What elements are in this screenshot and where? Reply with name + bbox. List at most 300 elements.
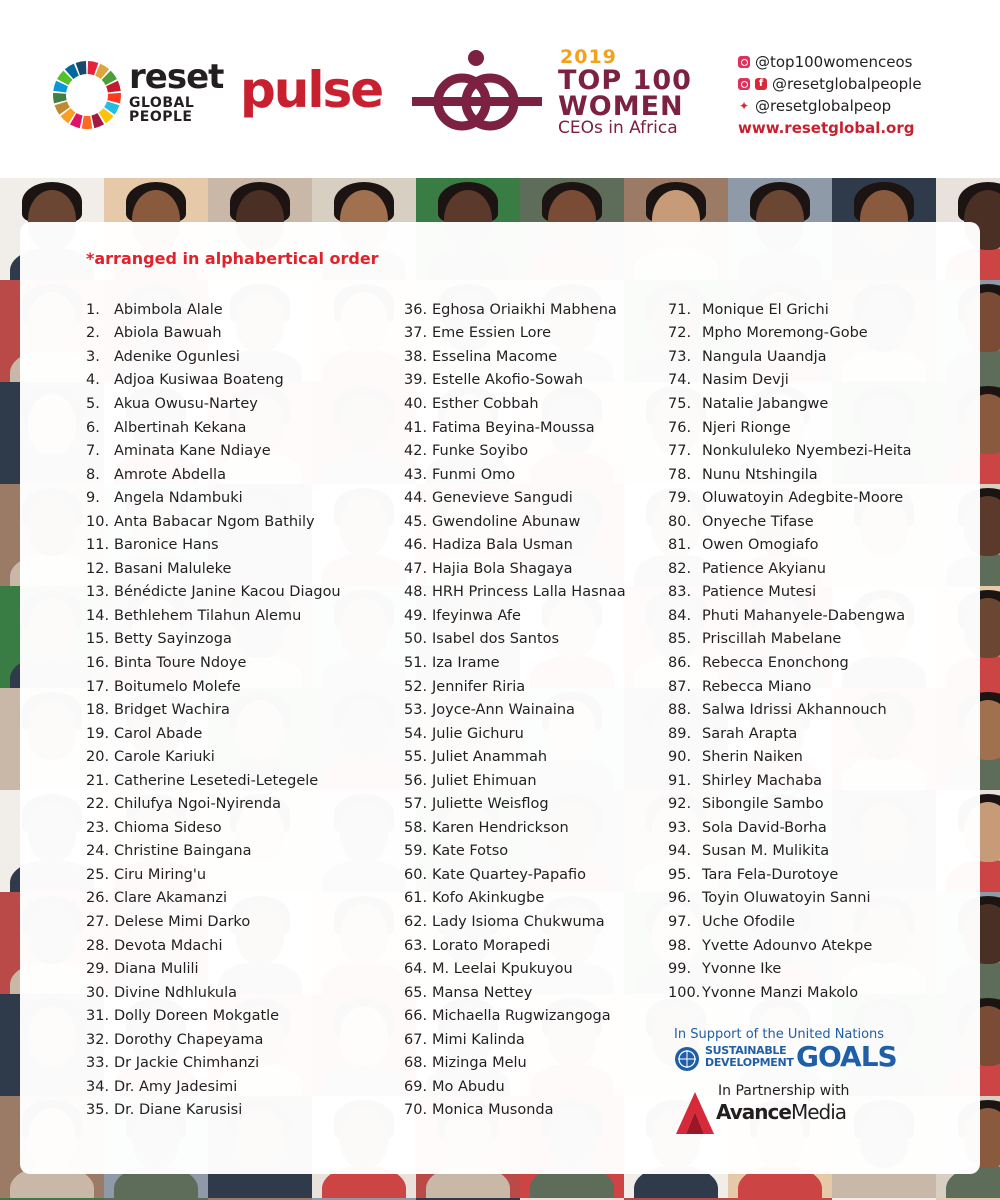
list-item-name: Sola David-Borha: [702, 819, 827, 836]
list-item: [86, 298, 341, 322]
instagram-handle: @top100womenceos: [755, 53, 913, 71]
list-item-name: Yvette Adounvo Atekpe: [702, 937, 873, 954]
list-item: [404, 722, 626, 746]
list-item-name: Karen Hendrickson: [432, 819, 569, 836]
list-item: [668, 957, 911, 981]
list-item-number: 13.: [86, 584, 110, 601]
list-item-name: Diana Mulili: [114, 961, 199, 978]
list-item-name: Patience Mutesi: [702, 584, 817, 601]
list-item: [86, 863, 341, 887]
list-item: [404, 322, 626, 346]
top100-year: 2019: [560, 46, 617, 68]
list-item-number: 28.: [86, 937, 110, 954]
list-item-name: Mo Abudu: [432, 1078, 505, 1095]
list-item-number: 7.: [86, 443, 100, 460]
list-item: [404, 557, 626, 581]
list-item: [668, 581, 911, 605]
sdg-wheel-segment: [53, 93, 67, 103]
list-item: [86, 533, 341, 557]
list-item-name: Oluwatoyin Adegbite-Moore: [702, 490, 904, 507]
list-item: [404, 840, 626, 864]
list-item-name: Nunu Ntshingila: [702, 466, 818, 483]
list-item: [668, 981, 911, 1005]
list-item-name: Devota Mdachi: [114, 937, 223, 954]
list-item: [668, 369, 911, 393]
list-item-name: Anta Babacar Ngom Bathily: [114, 513, 315, 530]
list-item: [86, 1099, 341, 1123]
list-item-name: Amrote Abdella: [114, 466, 226, 483]
list-item: [668, 934, 911, 958]
list-item-number: 89.: [668, 725, 692, 742]
list-item: [668, 510, 911, 534]
list-item: [668, 416, 911, 440]
list-item-number: 29.: [86, 961, 110, 978]
list-item-number: 6.: [86, 419, 100, 436]
list-item: [86, 745, 341, 769]
reset-logo-sub-1: GLOBAL: [129, 95, 195, 111]
list-item-name: Juliette Weisflog: [432, 796, 549, 813]
pulse-logo: pulse: [240, 61, 383, 119]
website-link[interactable]: www.resetglobal.org: [738, 119, 915, 137]
list-item-name: Mizinga Melu: [432, 1055, 527, 1072]
list-item: [668, 298, 911, 322]
list-item-number: 64.: [404, 961, 428, 978]
list-item-number: 59.: [404, 843, 428, 860]
sdg-wheel-segment: [107, 93, 121, 103]
list-item-number: 48.: [404, 584, 428, 601]
list-item: [404, 887, 626, 911]
list-item-name: Julie Gichuru: [432, 725, 524, 742]
list-item-number: 23.: [86, 819, 110, 836]
list-column-2: [404, 298, 626, 1122]
list-item: [86, 416, 341, 440]
list-item-name: Tara Fela-Durotoye: [702, 866, 839, 883]
list-item-number: 49.: [404, 607, 428, 624]
list-item: [668, 675, 911, 699]
list-item: [86, 651, 341, 675]
list-item-name: Joyce-Ann Wainaina: [432, 702, 575, 719]
list-item: [404, 439, 626, 463]
list-item-number: 14.: [86, 607, 110, 624]
list-item-number: 47.: [404, 560, 428, 577]
list-item: [86, 1004, 341, 1028]
list-item-number: 75.: [668, 395, 692, 412]
instagram-facebook-handle: @resetglobalpeople: [772, 75, 922, 93]
list-item-name: Kofo Akinkugbe: [432, 890, 545, 907]
instagram-icon: [738, 78, 750, 90]
list-item: [668, 769, 911, 793]
list-item-number: 95.: [668, 866, 692, 883]
list-item-name: Natalie Jabangwe: [702, 395, 829, 412]
reset-logo-sub-2: PEOPLE: [129, 109, 193, 125]
list-item-number: 69.: [404, 1078, 428, 1095]
list-item: [86, 910, 341, 934]
list-item: [404, 416, 626, 440]
list-item-name: Betty Sayinzoga: [114, 631, 232, 648]
sdg-text: [705, 1045, 794, 1069]
list-item-number: 65.: [404, 984, 428, 1001]
list-item: [86, 981, 341, 1005]
list-item-number: 54.: [404, 725, 428, 742]
list-item-number: 35.: [86, 1102, 110, 1119]
partnership-text: In Partnership with: [718, 1083, 850, 1099]
list-item-number: 72.: [668, 325, 692, 342]
list-item-name: Hadiza Bala Usman: [432, 537, 573, 554]
un-emblem-icon: [674, 1046, 700, 1072]
list-item-number: 5.: [86, 395, 100, 412]
list-item-number: 27.: [86, 913, 110, 930]
list-item-name: Nonkululeko Nyembezi-Heita: [702, 443, 912, 460]
list-item-name: Carole Kariuki: [114, 749, 215, 766]
list-item-number: 91.: [668, 772, 692, 789]
list-item-name: Estelle Akofio-Sowah: [432, 372, 584, 389]
list-item-name: HRH Princess Lalla Hasnaa: [432, 584, 626, 601]
list-item: [86, 1028, 341, 1052]
list-item-name: Onyeche Tifase: [702, 513, 814, 530]
list-item: [86, 510, 341, 534]
list-item-name: Nangula Uaandja: [702, 348, 827, 365]
list-item: [668, 840, 911, 864]
list-item-number: 80.: [668, 513, 692, 530]
list-item-name: Patience Akyianu: [702, 560, 826, 577]
list-item: [404, 1028, 626, 1052]
list-item-number: 92.: [668, 796, 692, 813]
sdg-text-line-1: SUSTAINABLE: [705, 1044, 787, 1057]
list-item-number: 66.: [404, 1008, 428, 1025]
list-item-number: 26.: [86, 890, 110, 907]
list-item-name: Salwa Idrissi Akhannouch: [702, 702, 887, 719]
list-item-name: Yvonne Manzi Makolo: [702, 984, 859, 1001]
list-item-number: 83.: [668, 584, 692, 601]
list-item-number: 38.: [404, 348, 428, 365]
instagram-facebook-handle-row[interactable]: [738, 73, 922, 95]
list-item-number: 20.: [86, 749, 110, 766]
list-item-name: Juliet Ehimuan: [432, 772, 537, 789]
list-item-number: 61.: [404, 890, 428, 907]
list-item: [86, 934, 341, 958]
list-item: [404, 604, 626, 628]
list-item-name: Bethlehem Tilahun Alemu: [114, 607, 302, 624]
list-item: [86, 322, 341, 346]
list-item-name: Abiola Bawuah: [114, 325, 222, 342]
list-item-name: M. Leelai Kpukuyou: [432, 961, 573, 978]
list-item: [404, 1052, 626, 1076]
list-item-name: Eghosa Oriaikhi Mabhena: [432, 301, 617, 318]
list-item: [404, 957, 626, 981]
list-item-name: Toyin Oluwatoyin Sanni: [702, 890, 871, 907]
list-item: [86, 557, 341, 581]
list-item: [86, 369, 341, 393]
list-item-name: Bridget Wachira: [114, 702, 230, 719]
sdg-wheel-segment: [82, 116, 92, 129]
list-item-number: 90.: [668, 749, 692, 766]
list-item-name: Boitumelo Molefe: [114, 678, 241, 695]
list-item-name: Mimi Kalinda: [432, 1031, 525, 1048]
list-item: [404, 792, 626, 816]
list-item: [86, 722, 341, 746]
list-item-number: 16.: [86, 654, 110, 671]
list-item-number: 53.: [404, 702, 428, 719]
list-item-name: Owen Omogiafo: [702, 537, 819, 554]
list-item: [668, 486, 911, 510]
list-item-number: 15.: [86, 631, 110, 648]
list-item: [86, 581, 341, 605]
list-item: [668, 863, 911, 887]
instagram-handle-row[interactable]: [738, 51, 922, 73]
list-item-name: Nasim Devji: [702, 372, 789, 389]
list-item: [86, 675, 341, 699]
list-item-name: Funke Soyibo: [432, 443, 529, 460]
list-item-name: Fatima Beyina-Moussa: [432, 419, 595, 436]
avance-media-logo-icon: [674, 1090, 716, 1136]
list-item-number: 62.: [404, 913, 428, 930]
list-item: [668, 533, 911, 557]
list-item-number: 18.: [86, 702, 110, 719]
avance-word: Avance: [716, 1100, 791, 1124]
list-item-name: Dolly Doreen Mokgatle: [114, 1008, 280, 1025]
list-item-number: 4.: [86, 372, 100, 389]
goals-logo: GOALS: [796, 1040, 897, 1073]
list-item: [86, 392, 341, 416]
list-item: [668, 651, 911, 675]
list-item-number: 12.: [86, 560, 110, 577]
list-item-name: Priscillah Mabelane: [702, 631, 842, 648]
list-item-name: Phuti Mahanyele-Dabengwa: [702, 607, 906, 624]
list-item-name: Rebecca Enonchong: [702, 654, 849, 671]
list-item-number: 43.: [404, 466, 428, 483]
list-item: [404, 486, 626, 510]
list-item-number: 25.: [86, 866, 110, 883]
list-item: [668, 463, 911, 487]
list-item-name: Carol Abade: [114, 725, 203, 742]
list-item-number: 73.: [668, 348, 692, 365]
list-item-number: 81.: [668, 537, 692, 554]
list-item-name: Dr Jackie Chimhanzi: [114, 1055, 260, 1072]
top100-emblem-icon: [412, 48, 542, 140]
list-item: [668, 439, 911, 463]
list-item: [404, 1004, 626, 1028]
list-item: [668, 745, 911, 769]
list-item: [404, 698, 626, 722]
list-item: [404, 675, 626, 699]
list-item-name: Binta Toure Ndoye: [114, 654, 247, 671]
list-item-name: Divine Ndhlukula: [114, 984, 238, 1001]
list-item-number: 88.: [668, 702, 692, 719]
list-item: [86, 698, 341, 722]
list-item-name: Gwendoline Abunaw: [432, 513, 581, 530]
list-item-name: Rebecca Miano: [702, 678, 812, 695]
list-item-number: 55.: [404, 749, 428, 766]
list-item: [668, 792, 911, 816]
list-item-number: 21.: [86, 772, 110, 789]
list-item-number: 3.: [86, 348, 100, 365]
list-item: [86, 792, 341, 816]
social-handles: [738, 51, 922, 139]
list-item: [668, 345, 911, 369]
list-item: [668, 322, 911, 346]
list-item: [668, 604, 911, 628]
list-item-name: Sherin Naiken: [702, 749, 803, 766]
list-item-number: 68.: [404, 1055, 428, 1072]
list-item: [86, 628, 341, 652]
list-item: [404, 934, 626, 958]
list-item: [404, 651, 626, 675]
list-item-number: 93.: [668, 819, 692, 836]
top100-title-line-1: TOP 100: [558, 65, 692, 96]
list-item-name: Kate Quartey-Papafio: [432, 866, 587, 883]
list-item: [404, 463, 626, 487]
list-item: [86, 769, 341, 793]
list-item-number: 56.: [404, 772, 428, 789]
media-word: Media: [790, 1100, 847, 1124]
list-item-number: 19.: [86, 725, 110, 742]
list-item-number: 96.: [668, 890, 692, 907]
list-item-number: 84.: [668, 607, 692, 624]
list-item-name: Eme Essien Lore: [432, 325, 552, 342]
list-item-name: Ciru Miring'u: [114, 866, 207, 883]
list-item-name: Baronice Hans: [114, 537, 219, 554]
list-item: [668, 816, 911, 840]
list-item-name: Abimbola Alale: [114, 301, 223, 318]
list-item-name: Chilufya Ngoi-Nyirenda: [114, 796, 281, 813]
list-item: [404, 910, 626, 934]
list-item: [668, 628, 911, 652]
list-item-name: Christine Baingana: [114, 843, 252, 860]
list-item-number: 58.: [404, 819, 428, 836]
list-item-number: 37.: [404, 325, 428, 342]
list-item-number: 50.: [404, 631, 428, 648]
list-item-number: 99.: [668, 961, 692, 978]
list-item-number: 63.: [404, 937, 428, 954]
list-item-name: Yvonne Ike: [702, 961, 782, 978]
list-item-number: 24.: [86, 843, 110, 860]
list-item-number: 98.: [668, 937, 692, 954]
reset-logo-word: reset: [129, 57, 224, 97]
list-column-3: [668, 298, 911, 1004]
list-item-name: Hajia Bola Shagaya: [432, 560, 573, 577]
list-item-name: Ifeyinwa Afe: [432, 607, 521, 624]
list-item: [404, 510, 626, 534]
list-item: [86, 345, 341, 369]
list-item-name: Isabel dos Santos: [432, 631, 560, 648]
list-item: [86, 486, 341, 510]
list-item: [404, 581, 626, 605]
list-item-number: 45.: [404, 513, 428, 530]
list-item-name: Catherine Lesetedi-Letegele: [114, 772, 319, 789]
list-item-name: Lady Isioma Chukwuma: [432, 913, 605, 930]
list-item: [668, 557, 911, 581]
list-item: [86, 1075, 341, 1099]
list-column-1: [86, 298, 341, 1122]
list-item-name: Akua Owusu-Nartey: [114, 395, 258, 412]
list-item-number: 31.: [86, 1008, 110, 1025]
list-item-name: Michaella Rugwizangoga: [432, 1008, 611, 1025]
list-item-number: 41.: [404, 419, 428, 436]
list-item-number: 46.: [404, 537, 428, 554]
twitter-handle: @resetglobalpeop: [755, 97, 892, 115]
list-item-name: Esselina Macome: [432, 348, 558, 365]
list-item: [86, 957, 341, 981]
list-item-name: Chioma Sideso: [114, 819, 222, 836]
list-item: [86, 604, 341, 628]
list-item: [404, 533, 626, 557]
list-item-name: Albertinah Kekana: [114, 419, 247, 436]
list-item: [404, 628, 626, 652]
list-item-number: 76.: [668, 419, 692, 436]
list-item-name: Dr. Amy Jadesimi: [114, 1078, 238, 1095]
list-item-name: Basani Maluleke: [114, 560, 232, 577]
list-item-name: Jennifer Riria: [432, 678, 526, 695]
list-item: [86, 1052, 341, 1076]
list-item-name: Kate Fotso: [432, 843, 509, 860]
list-item: [404, 298, 626, 322]
list-item-name: Genevieve Sangudi: [432, 490, 573, 507]
list-item: [404, 1075, 626, 1099]
list-item-number: 100.: [668, 984, 701, 1001]
list-item-number: 78.: [668, 466, 692, 483]
list-item-number: 87.: [668, 678, 692, 695]
list-item-number: 79.: [668, 490, 692, 507]
list-item-name: Bénédicte Janine Kacou Diagou: [114, 584, 341, 601]
list-item: [668, 887, 911, 911]
list-item-number: 74.: [668, 372, 692, 389]
list-item: [404, 369, 626, 393]
list-item-number: 82.: [668, 560, 692, 577]
list-item-number: 85.: [668, 631, 692, 648]
facebook-icon: f: [755, 78, 767, 90]
list-item: [404, 345, 626, 369]
list-item-number: 77.: [668, 443, 692, 460]
list-item-number: 2.: [86, 325, 100, 342]
list-item: [86, 887, 341, 911]
list-item-number: 33.: [86, 1055, 110, 1072]
list-item-number: 57.: [404, 796, 428, 813]
list-item-name: Esther Cobbah: [432, 395, 539, 412]
list-item: [404, 745, 626, 769]
list-item-number: 44.: [404, 490, 428, 507]
list-item: [404, 863, 626, 887]
list-item-number: 40.: [404, 395, 428, 412]
list-item-number: 1.: [86, 301, 100, 318]
list-item-number: 22.: [86, 796, 110, 813]
header: [0, 0, 1000, 178]
list-item-name: Susan M. Mulikita: [702, 843, 830, 860]
list-item-name: Uche Ofodile: [702, 913, 795, 930]
list-item: [404, 816, 626, 840]
list-item: [86, 816, 341, 840]
list-item-name: Lorato Morapedi: [432, 937, 551, 954]
list-item: [86, 439, 341, 463]
twitter-handle-row[interactable]: [738, 95, 922, 117]
list-item-number: 71.: [668, 301, 692, 318]
list-item-number: 10.: [86, 513, 110, 530]
list-item: [86, 463, 341, 487]
list-item-name: Funmi Omo: [432, 466, 516, 483]
list-item-name: Monique El Grichi: [702, 301, 829, 318]
list-item-name: Delese Mimi Darko: [114, 913, 251, 930]
list-item-name: Dorothy Chapeyama: [114, 1031, 264, 1048]
alphabetical-note: *arranged in alphabertical order: [86, 249, 379, 268]
list-item: [404, 769, 626, 793]
list-item: [86, 840, 341, 864]
list-item-number: 8.: [86, 466, 100, 483]
twitter-icon: ✦: [738, 99, 750, 113]
list-item-name: Monica Musonda: [432, 1102, 554, 1119]
list-item: [404, 1099, 626, 1123]
list-item-name: Njeri Rionge: [702, 419, 791, 436]
list-item-name: Shirley Machaba: [702, 772, 823, 789]
list-item-number: 39.: [404, 372, 428, 389]
